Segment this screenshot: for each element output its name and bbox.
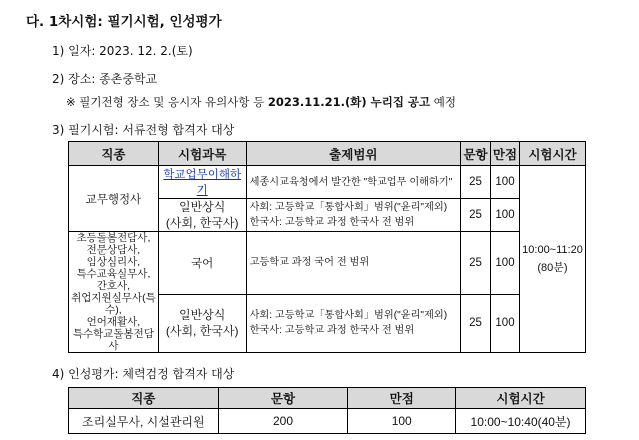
table-row	[69, 409, 586, 434]
written-exam-table	[68, 141, 586, 353]
notice-highlight: 2023.11.21.(화) 누리집 공고	[267, 95, 431, 109]
subject-cell: 일반상식 (사회, 한국사)	[158, 199, 246, 232]
count-cell: 200	[218, 409, 348, 434]
count-cell: 25	[461, 232, 491, 295]
subject-cell[interactable]	[158, 166, 246, 199]
time-cell: 10:00~11:20 (80분)	[519, 166, 585, 353]
interview-table	[68, 387, 586, 434]
score-cell: 100	[491, 232, 520, 295]
table-row	[69, 166, 586, 199]
job-cell: 초등돌봄전담사, 전문상담사, 임상심리사, 특수교육실무사, 간호사, 취업지원실무사(특수), 언어재활사, 특수학교돌봄전담사	[69, 232, 159, 353]
scope-cell: 고등학교 과정 국어 전 범위	[246, 232, 460, 295]
score-cell: 100	[491, 166, 520, 199]
time-cell: 10:00~10:40(40분)	[456, 409, 586, 434]
subject-link[interactable]: 학교업무이해하기	[163, 169, 242, 197]
interview-label: 4) 인성평가: 체력검정 합격자 대상	[52, 367, 235, 381]
written-exam-label: 3) 필기시험: 서류전형 합격자 대상	[52, 123, 235, 137]
header-count: 문항	[218, 388, 348, 409]
scope-cell: 사회: 고등학교「통합사회」범위("윤리"제외) 한국사: 고등학교 과정 한국사 전 범위	[246, 199, 460, 232]
subject-cell: 국어	[158, 232, 246, 295]
exam-date: 1) 일자: 2023. 12. 2.(토)	[52, 44, 193, 58]
score-cell: 100	[348, 409, 456, 434]
header-time: 시험시간	[456, 388, 586, 409]
notice-line	[66, 94, 456, 110]
table-row	[69, 232, 586, 295]
score-cell: 100	[491, 294, 520, 352]
count-cell: 25	[461, 166, 491, 199]
header-scope: 출제범위	[246, 142, 460, 166]
table-header-row	[69, 388, 586, 409]
job-cell: 교무행정사	[69, 166, 159, 232]
header-subject: 시험과목	[158, 142, 246, 166]
notice-prefix: ※ 필기전형 장소 및 응시자 유의사항 등	[66, 95, 268, 109]
section-heading: 다. 1차시험: 필기시험, 인성평가	[26, 14, 222, 30]
subject-cell: 일반상식 (사회, 한국사)	[158, 294, 246, 352]
header-job: 직종	[69, 388, 219, 409]
header-score: 만점	[348, 388, 456, 409]
exam-place: 2) 장소: 종촌중학교	[52, 72, 158, 86]
score-cell: 100	[491, 199, 520, 232]
count-cell: 25	[461, 199, 491, 232]
count-cell: 25	[461, 294, 491, 352]
notice-suffix: 예정	[430, 95, 457, 109]
scope-cell: 사회: 고등학교「통합사회」범위("윤리"제외) 한국사: 고등학교 과정 한국사 전 범위	[246, 294, 460, 352]
header-score: 만점	[491, 142, 520, 166]
scope-cell: 세종시교육청에서 발간한 "학교업무 이해하기"	[246, 166, 460, 199]
header-time: 시험시간	[519, 142, 585, 166]
table-header-row	[69, 142, 586, 166]
header-job: 직종	[69, 142, 159, 166]
job-cell: 조리실무사, 시설관리원	[69, 409, 219, 434]
header-count: 문항	[461, 142, 491, 166]
